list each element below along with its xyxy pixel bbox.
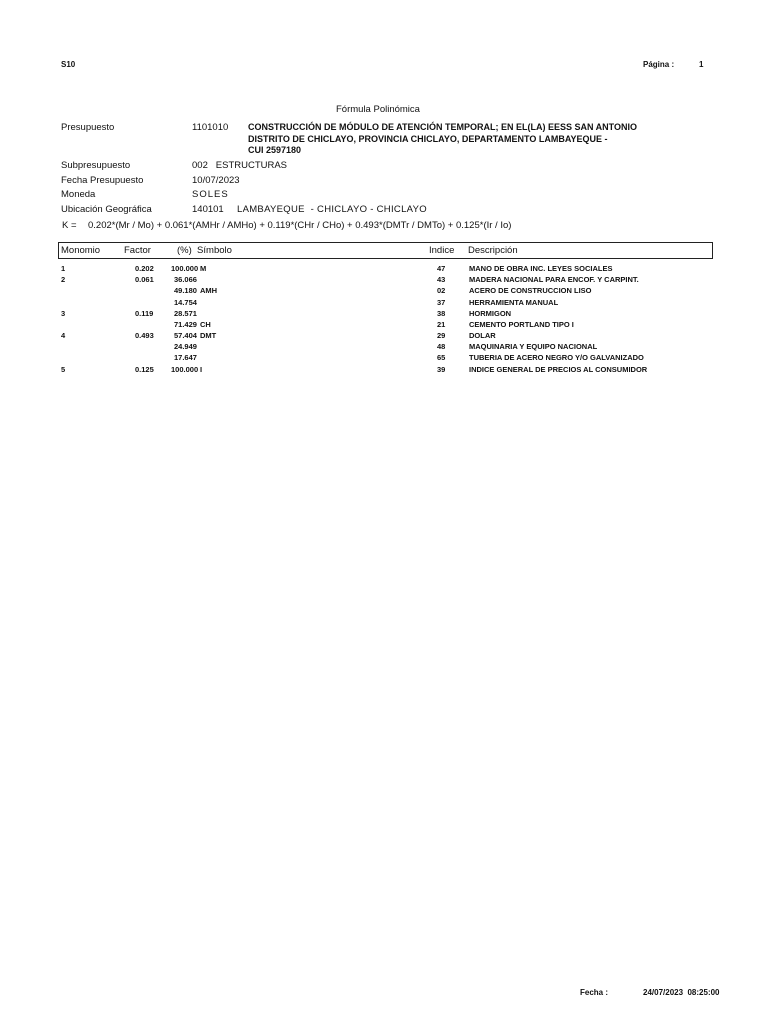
cell-percent: 28.571 (174, 309, 197, 318)
ubicacion-code: 140101 (192, 204, 224, 215)
table-row (0, 298, 768, 309)
formula-expression: 0.202*(Mr / Mo) + 0.061*(AMHr / AMHo) + 0.119*(CHr / CHo) + 0.493*(DMTr / DMTo) + 0.125*(Ir / Io) (88, 220, 512, 231)
ubicacion-label: Ubicación Geográfica (61, 204, 152, 215)
col-percent-symbol: (%) Símbolo (177, 245, 232, 256)
cell-monomio: 5 (61, 365, 66, 374)
cell-monomio: 2 (61, 275, 66, 284)
cell-indice: 48 (437, 342, 446, 351)
fecha-presupuesto-value: 10/07/2023 (192, 175, 240, 186)
cell-factor: 0.061 (135, 275, 154, 284)
cell-indice: 47 (437, 264, 446, 273)
cell-indice: 38 (437, 309, 446, 318)
cell-descripcion: HORMIGON (469, 309, 512, 318)
table-row (0, 286, 768, 297)
cell-symbol: I (200, 365, 203, 374)
moneda-label: Moneda (61, 189, 96, 200)
cell-percent: 100.000 (171, 365, 199, 374)
fecha-presupuesto-label: Fecha Presupuesto (61, 175, 144, 186)
subpresupuesto-value: 002 ESTRUCTURAS (192, 160, 288, 171)
cell-descripcion: MANO DE OBRA INC. LEYES SOCIALES (469, 264, 613, 273)
system-code: S10 (61, 60, 76, 69)
cell-descripcion: MADERA NACIONAL PARA ENCOF. Y CARPINT. (469, 275, 639, 284)
presupuesto-label: Presupuesto (61, 122, 115, 133)
cell-indice: 02 (437, 286, 446, 295)
page-label: Página : (643, 60, 675, 69)
cell-percent: 57.404 (174, 331, 197, 340)
cell-percent: 24.949 (174, 342, 197, 351)
document-title: Fórmula Polinómica (336, 104, 420, 115)
cell-descripcion: INDICE GENERAL DE PRECIOS AL CONSUMIDOR (469, 365, 648, 374)
formula-label: K = (62, 220, 77, 231)
cell-indice: 37 (437, 298, 446, 307)
cell-factor: 0.125 (135, 365, 154, 374)
table-row (0, 331, 768, 342)
cell-percent: 17.647 (174, 353, 197, 362)
cell-descripcion: CEMENTO PORTLAND TIPO I (469, 320, 574, 329)
cell-monomio: 3 (61, 309, 66, 318)
table-row (0, 275, 768, 286)
table-header (58, 242, 713, 259)
cell-factor: 0.493 (135, 331, 154, 340)
col-monomio: Monomio (61, 245, 101, 256)
cell-percent: 71.429 (174, 320, 197, 329)
cell-indice: 29 (437, 331, 446, 340)
cell-descripcion: TUBERIA DE ACERO NEGRO Y/O GALVANIZADO (469, 353, 644, 362)
cell-factor: 0.119 (135, 309, 154, 318)
table-row (0, 309, 768, 320)
moneda-value: SOLES (192, 189, 229, 200)
cell-monomio: 1 (61, 264, 66, 273)
presupuesto-desc-line1: CONSTRUCCIÓN DE MÓDULO DE ATENCIÓN TEMPORAL; EN EL(LA) EESS SAN ANTONIO (248, 122, 638, 132)
ubicacion-value: LAMBAYEQUE - CHICLAYO - CHICLAYO (237, 204, 427, 215)
presupuesto-code: 1101010 (192, 122, 229, 133)
cell-indice: 21 (437, 320, 446, 329)
table-row (0, 264, 768, 275)
subpresupuesto-label: Subpresupuesto (61, 160, 131, 171)
cell-percent: 49.180 (174, 286, 197, 295)
footer-fecha-value: 24/07/2023 08:25:00 (643, 988, 720, 997)
cell-descripcion: DOLAR (469, 331, 496, 340)
table-row (0, 320, 768, 331)
cell-percent: 36.066 (174, 275, 197, 284)
cell-symbol: DMT (200, 331, 217, 340)
cell-indice: 65 (437, 353, 446, 362)
footer-fecha-label: Fecha : (580, 988, 609, 997)
col-descripcion: Descripción (468, 245, 518, 256)
col-factor: Factor (124, 245, 151, 256)
table-row (0, 342, 768, 353)
cell-descripcion: MAQUINARIA Y EQUIPO NACIONAL (469, 342, 598, 351)
cell-indice: 43 (437, 275, 446, 284)
cell-indice: 39 (437, 365, 446, 374)
table-row (0, 365, 768, 376)
presupuesto-desc-line2: DISTRITO DE CHICLAYO, PROVINCIA CHICLAYO, DEPARTAMENTO LAMBAYEQUE - (248, 134, 608, 144)
presupuesto-desc-line3: CUI 2597180 (248, 145, 302, 155)
cell-monomio: 4 (61, 331, 66, 340)
cell-symbol: CH (200, 320, 211, 329)
cell-symbol: AMH (200, 286, 218, 295)
cell-descripcion: HERRAMIENTA MANUAL (469, 298, 559, 307)
col-indice: Indice (429, 245, 455, 256)
cell-descripcion: ACERO DE CONSTRUCCION LISO (469, 286, 592, 295)
cell-factor: 0.202 (135, 264, 154, 273)
cell-percent: 14.754 (174, 298, 197, 307)
page-number: 1 (699, 60, 704, 69)
cell-percent: 100.000 (171, 264, 199, 273)
table-row (0, 353, 768, 364)
cell-symbol: M (200, 264, 207, 273)
